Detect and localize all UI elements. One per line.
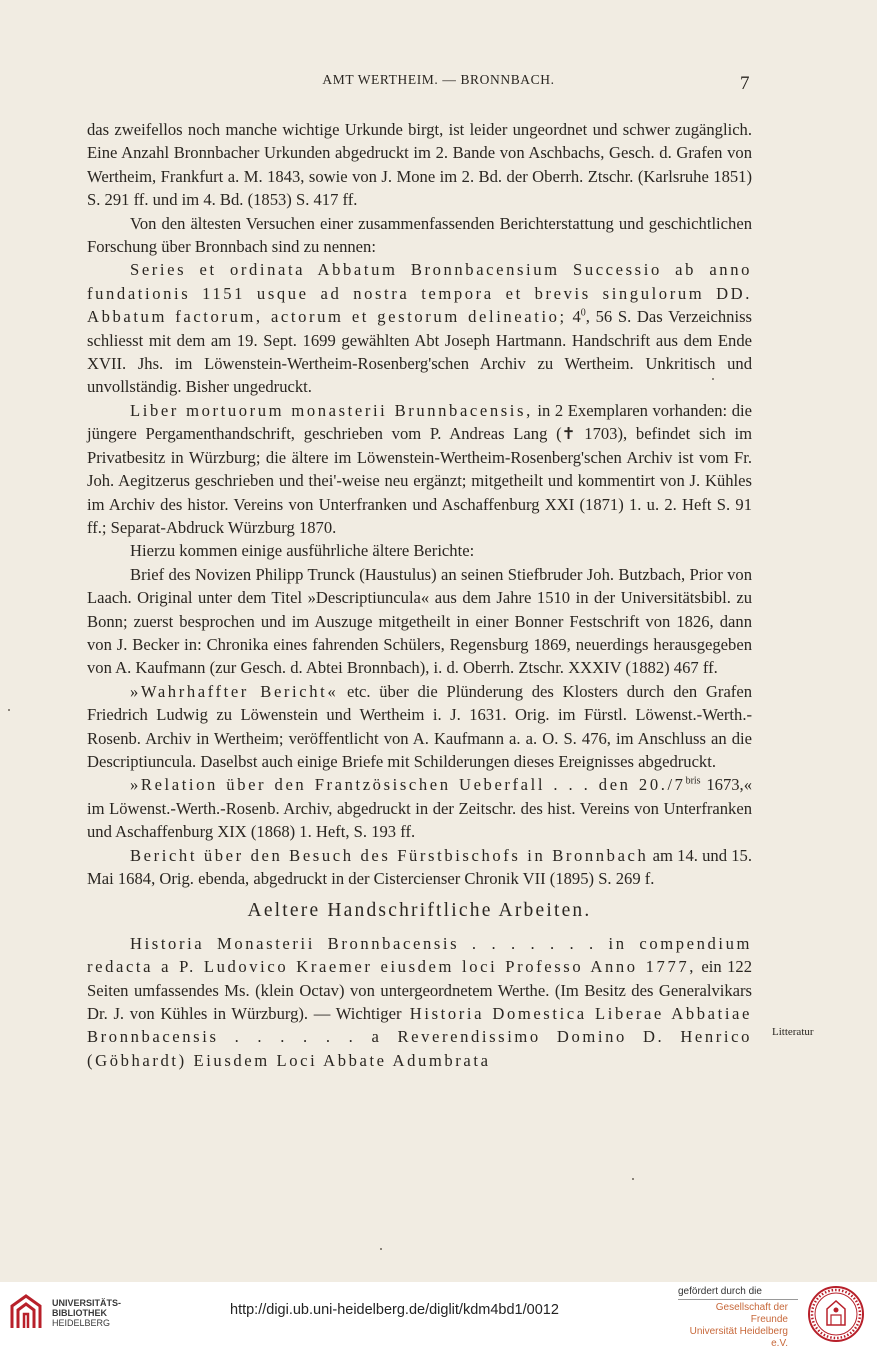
library-name-line: BIBLIOTHEK <box>52 1308 107 1318</box>
scan-speck <box>632 1178 634 1180</box>
scan-speck <box>8 709 10 711</box>
scan-speck <box>712 378 714 380</box>
margin-note: Litteratur <box>772 1026 814 1038</box>
running-head: AMT WERTHEIM. — BRONNBACH. <box>322 72 555 87</box>
superscript: bris <box>685 775 701 787</box>
sponsor-name[interactable] <box>678 1302 788 1350</box>
university-library-logo-icon[interactable] <box>8 1292 44 1332</box>
spaced-title: »Relation über den Frantzösischen Ueberfall . . . den 20./7 <box>130 775 686 795</box>
paragraph-text: am 14. und 15. Mai 1684, Orig. ebenda, abgedruckt in der Cistercienser Chronik VII (1895) S. 269 f. <box>87 845 752 888</box>
spaced-title: »Wahrhaffter Bericht« <box>130 681 339 701</box>
sponsor-name-line: Gesellschaft der Freunde <box>715 1302 788 1325</box>
library-name-line: HEIDELBERG <box>52 1318 111 1328</box>
page-body <box>87 118 752 1072</box>
spaced-title: Liber mortuorum monasterii Brunnbacensis, <box>130 400 533 420</box>
paragraph-text: 4 <box>566 307 581 327</box>
spaced-title: Historia Monasterii Bronnbacensis . . . . . . . in compendium redacta a P. Ludovico Kraemer eiusdem loci Professo Anno 1777, <box>87 933 752 977</box>
library-name[interactable] <box>52 1298 121 1328</box>
permalink-url[interactable]: http://digi.ub.uni-heidelberg.de/diglit/kdm4bd1/0012 <box>230 1302 559 1318</box>
paragraph <box>87 844 752 891</box>
paragraph: Hierzu kommen einige ausführliche ältere Berichte: <box>130 541 475 561</box>
paragraph <box>87 680 752 774</box>
footer-bar <box>0 1282 877 1349</box>
university-seal-icon[interactable] <box>807 1285 865 1343</box>
divider <box>678 1299 798 1300</box>
sponsor-name-line: Universität Heidelberg e.V. <box>689 1326 788 1349</box>
page-number: 7 <box>740 73 750 94</box>
spaced-title: Series et ordinata Abbatum Bronnbacensium Successio ab anno fundationis 1151 usque ad nostra tempora et brevis singulorum DD. Abbatum factorum, actorum et gestorum delineatio; <box>87 260 752 327</box>
scan-speck <box>380 1248 382 1250</box>
paragraph <box>87 399 752 539</box>
paragraph-text: etc. über die Plünderung des Klosters durch den Grafen Friedrich Ludwig zu Löwenstein und Wertheim i. J. 1631. Orig. im Fürstl. Löwenst.-Werth.-Rosenb. Archiv in Wertheim; veröffentlicht von A. Kaufmann a. a. O. S. 476, im Anschluss an die Descriptiuncula. Daselbst auch einige Briefe mit Schilderungen dieses Ereignisses abgedruckt. <box>87 681 752 771</box>
paragraph: Brief des Novizen Philipp Trunck (Haustulus) an seinen Stiefbruder Joh. Butzbach, Prior von Laach. Original unter dem Titel »Descriptiuncula« aus dem Jahre 1510 in der Universitätsbibl. zu Bonn; zuerst besprochen und im Auszuge mitgetheilt in einer Bonner Festschrift von 1826, dann von J. Becker in: Chronika eines fahrenden Schülers, Regensburg 1869, neuerdings herausgegeben von A. Kaufmann (zur Gesch. d. Abtei Bronnbach), i. d. Oberrh. Ztschr. XXXIV (1882) 467 ff. <box>87 564 752 678</box>
paragraph-text: in 2 Exemplaren vorhanden: die jüngere Pergamenthandschrift, geschrieben vom P. Andreas Lang (✝ 1703), befindet sich im Privatbesitz in Würzburg; die ältere im Löwenstein-Wertheim-Rosenberg'schen Archiv ist vom Fr. Joh. Aegitzerus geschrieben und thei'-weise neu ergänzt; mitgetheilt und kommentirt von J. Kühles im Archiv des histor. Vereins von Unterfranken und Aschaffenburg XXI (1871) 1. u. 2. Heft S. 91 ff.; Separat-Abdruck Würzburg 1870. <box>87 400 752 537</box>
paragraph: das zweifellos noch manche wichtige Urkunde birgt, ist leider ungeordnet und schwer zugänglich. Eine Anzahl Bronnbacher Urkunden abgedruckt im 2. Bande von Aschbachs, Gesch. d. Grafen von Wertheim, Frankfurt a. M. 1843, sowie von J. Mone im 2. Bd. der Oberrh. Ztschr. (Karlsruhe 1851) S. 291 ff. und im 4. Bd. (1853) S. 417 ff. <box>87 120 752 210</box>
spaced-title: Historia Domestica Liberae Abbatiae Bronnbacensis . . . . . . a Reverendissimo Domino D. Henrico (Göbhardt) Eiusdem Loci Abbate Adumbrata <box>87 1004 752 1070</box>
paragraph: Von den ältesten Versuchen einer zusammenfassenden Berichterstattung und geschichtlichen Forschung über Bronnbach sind zu nennen: <box>87 213 752 257</box>
paragraph-text: 1673,« im Löwenst.-Werth.-Rosenb. Archiv, abgedruckt in der Zeitschr. des hist. Vereins von Unterfranken und Aschaffenburg XIX (1868) 1. Heft, S. 193 ff. <box>87 775 752 842</box>
paragraph <box>87 773 752 843</box>
sponsor-label: gefördert durch die <box>678 1286 762 1297</box>
section-heading: Aeltere Handschriftliche Arbeiten. <box>247 900 592 922</box>
spaced-title: Bericht über den Besuch des Fürstbischofs in Bronnbach <box>130 845 649 865</box>
paragraph <box>87 932 752 1072</box>
library-name-line: UNIVERSITÄTS- <box>52 1298 122 1308</box>
paragraph-text: , 56 S. Das Verzeichniss schliesst mit dem am 19. Sept. 1699 gewählten Abt Joseph Hartmann. Handschrift aus dem Ende XVII. Jhs. im Löwenstein-Wertheim-Rosenberg'schen Archiv zu Wertheim. Unkritisch und unvollständig. Bisher ungedruckt. <box>87 307 752 397</box>
paragraph-text: ein 122 Seiten umfassendes Ms. (klein Octav) von untergeordnetem Werthe. (Im Besitz des Generalvikars Dr. J. von Kühles in Würzburg). — Wichtiger <box>87 957 752 1024</box>
paragraph <box>87 258 752 398</box>
superscript: 0 <box>580 307 586 319</box>
